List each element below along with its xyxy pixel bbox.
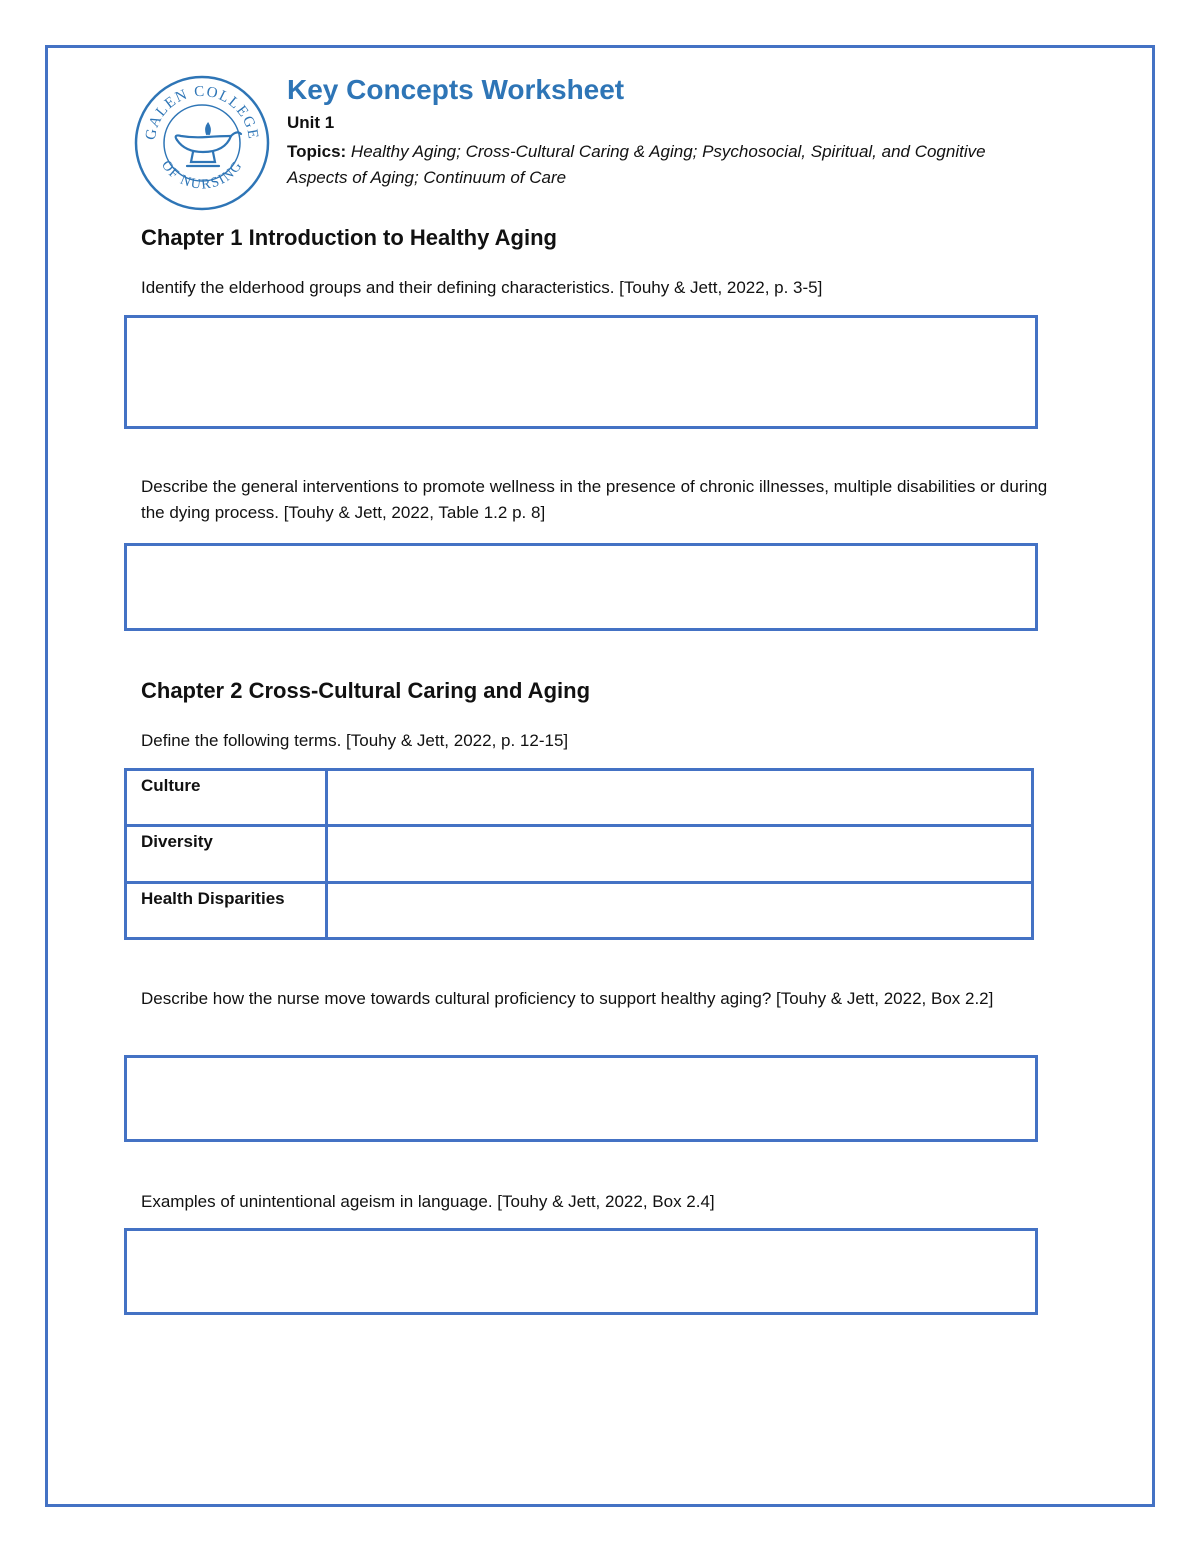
- chapter-1-question-1: Identify the elderhood groups and their defining characteristics. [Touhy & Jett, 2022, p. 3-5]: [141, 278, 823, 297]
- unit-label: Unit 1: [287, 113, 335, 132]
- table-row: [126, 882, 1033, 938]
- table-row: [126, 770, 1033, 826]
- chapter-2-question-2: Describe how the nurse move towards cultural proficiency to support healthy aging? [Touhy & Jett, 2022, Box 2.2]: [141, 989, 994, 1008]
- answer-box-wellness-interventions[interactable]: [124, 543, 1038, 631]
- chapter-2-question-3: Examples of unintentional ageism in language. [Touhy & Jett, 2022, Box 2.4]: [141, 1192, 715, 1211]
- chapter-1-question-2: Describe the general interventions to promote wellness in the presence of chronic illnesses, multiple disabilities or during the dying process. [Touhy & Jett, 2022, Table 1.2 p. 8]: [141, 477, 1048, 522]
- definition-cell-diversity[interactable]: [327, 826, 1033, 882]
- table-row: [126, 826, 1033, 882]
- term-health-disparities: Health Disparities: [126, 882, 327, 938]
- svg-text:GALEN COLLEGE: GALEN COLLEGE: [142, 83, 262, 142]
- topics-text: Healthy Aging; Cross-Cultural Caring & Aging; Psychosocial, Spiritual, and Cognitive Aspects of Aging; Continuum of Care: [287, 142, 986, 187]
- topics-label: Topics:: [287, 142, 347, 161]
- worksheet-title: Key Concepts Worksheet: [287, 74, 625, 105]
- definition-cell-culture[interactable]: [327, 770, 1033, 826]
- topics-line: [287, 139, 1017, 191]
- chapter-2-heading: Chapter 2 Cross-Cultural Caring and Aging: [141, 678, 591, 703]
- definition-cell-health-disparities[interactable]: [327, 882, 1033, 938]
- chapter-1-heading: Chapter 1 Introduction to Healthy Aging: [141, 225, 557, 250]
- oil-lamp-icon: [176, 124, 241, 166]
- answer-box-cultural-proficiency[interactable]: [124, 1055, 1038, 1142]
- answer-box-elderhood-groups[interactable]: [124, 315, 1038, 429]
- term-culture: Culture: [126, 770, 327, 826]
- svg-text:OF NURSING: OF NURSING: [157, 158, 247, 193]
- terms-table: [124, 768, 1034, 940]
- term-diversity: Diversity: [126, 826, 327, 882]
- college-logo: [133, 74, 271, 212]
- answer-box-ageism-examples[interactable]: [124, 1228, 1038, 1315]
- chapter-2-question-1: Define the following terms. [Touhy & Jett, 2022, p. 12-15]: [141, 731, 569, 750]
